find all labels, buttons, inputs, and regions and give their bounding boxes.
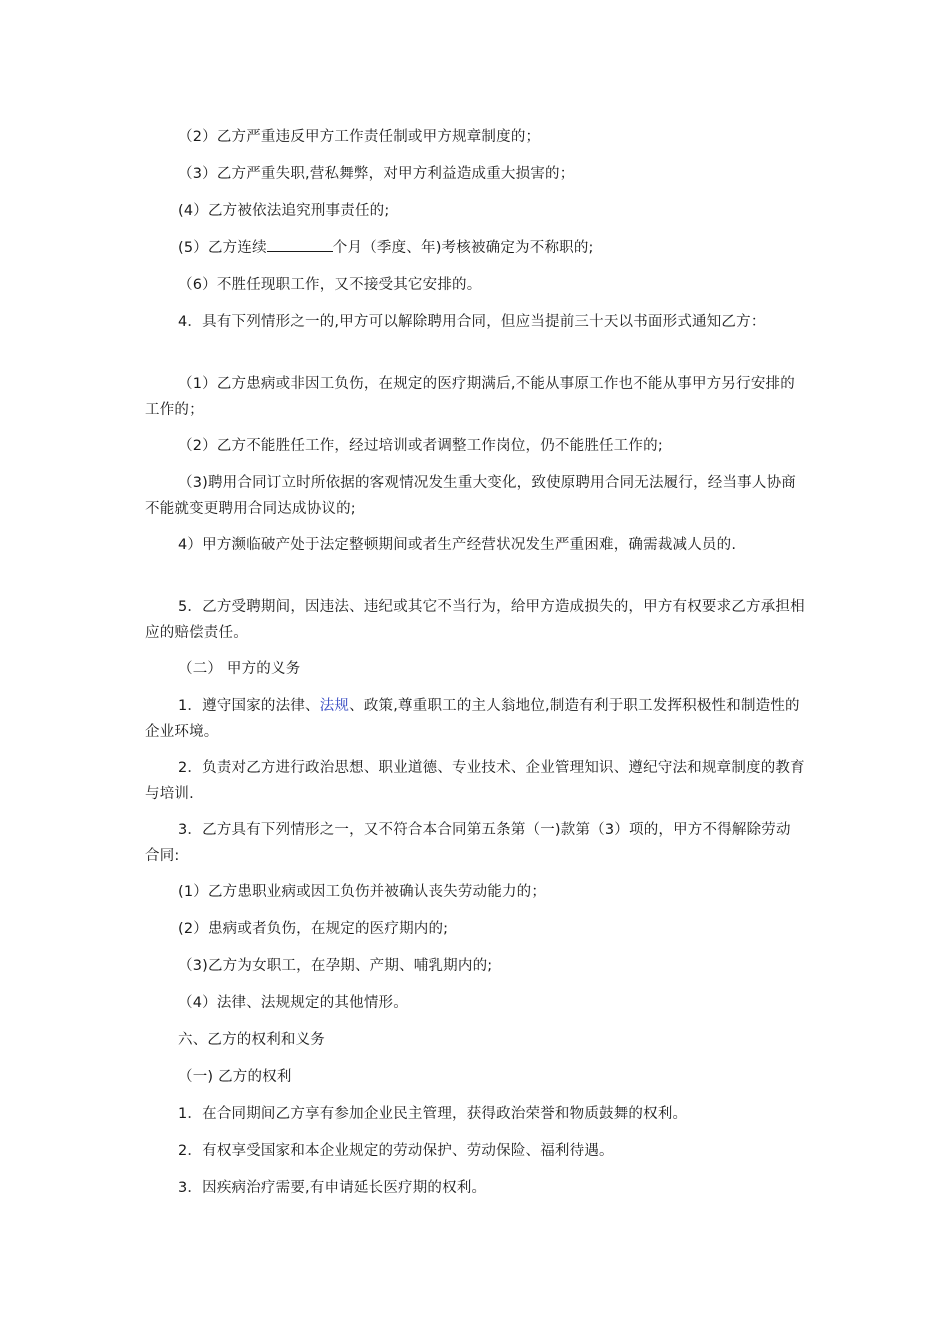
- right-3: 3．因疾病治疗需要,有申请延长医疗期的权利。: [178, 1180, 487, 1196]
- clause-4-item-1: （1）乙方患病或非因工负伤，在规定的医疗期满后,不能从事原工作也不能从事甲方另行安排的工作的；: [145, 376, 795, 418]
- duty-1-start: 1．遵守国家的法律、: [178, 698, 320, 714]
- clause-item-2: （2）乙方严重违反甲方工作责任制或甲方规章制度的；: [178, 129, 541, 145]
- duty-3-item-1: (1）乙方患职业病或因工负伤并被确认丧失劳动能力的；: [178, 884, 547, 900]
- clause-item-5-end: 个月（季度、年)考核被确定为不称职的;: [332, 240, 594, 256]
- duty-2: 2．负责对乙方进行政治思想、职业道德、专业技术、企业管理知识、遵纪守法和规章制度的教育与培训.: [145, 760, 805, 802]
- clause-item-6: （6）不胜任现职工作，又不接受其它安排的。: [178, 277, 482, 293]
- duty-1-end: 、政策,尊重职工的主人翁地位,制造有利于职工发挥积极性和制造性的企业环境。: [145, 698, 800, 740]
- duty-3-item-4: （4）法律、法规规定的其他情形。: [178, 995, 408, 1011]
- clause-item-4: (4）乙方被依法追究刑事责任的;: [178, 203, 390, 219]
- duty-3-item-2: (2）患病或者负伤，在规定的医疗期内的;: [178, 921, 449, 937]
- duty-3-item-3: （3)乙方为女职工，在孕期、产期、哺乳期内的;: [178, 958, 493, 974]
- clause-4: 4．具有下列情形之一的,甲方可以解除聘用合同，但应当提前三十天以书面形式通知乙方：: [178, 314, 766, 330]
- subsection-heading-employee-rights: （一) 乙方的权利: [178, 1069, 292, 1085]
- clause-item-5: [178, 235, 838, 261]
- regulations-link[interactable]: 法规: [319, 698, 350, 714]
- duty-3: 3．乙方具有下列情形之一，又不符合本合同第五条第（一)款第（3）项的，甲方不得解除劳动合同:: [145, 822, 791, 864]
- section-heading-six: 六、乙方的权利和义务: [178, 1032, 325, 1048]
- clause-item-3: （3）乙方严重失职,营私舞弊，对甲方利益造成重大损害的；: [178, 166, 575, 182]
- right-1: 1．在合同期间乙方享有参加企业民主管理，获得政治荣誉和物质鼓舞的权利。: [178, 1106, 688, 1122]
- right-2: 2．有权享受国家和本企业规定的劳动保护、劳动保险、福利待遇。: [178, 1143, 614, 1159]
- section-heading-employer-duties: （二） 甲方的义务: [178, 661, 301, 677]
- clause-4-item-2: （2）乙方不能胜任工作，经过培训或者调整工作岗位，仍不能胜任工作的;: [178, 438, 663, 454]
- clause-item-5-start: (5）乙方连续: [178, 240, 267, 256]
- fill-in-blank: [267, 235, 333, 252]
- clause-5: 5．乙方受聘期间，因违法、违纪或其它不当行为，给甲方造成损失的，甲方有权要求乙方承担相应的赔偿责任。: [145, 599, 805, 641]
- duty-1: [145, 693, 805, 745]
- clause-4-item-3: （3)聘用合同订立时所依据的客观情况发生重大变化，致使原聘用合同无法履行，经当事人协商不能就变更聘用合同达成协议的;: [145, 475, 796, 517]
- clause-4-item-4: 4）甲方濒临破产处于法定整顿期间或者生产经营状况发生严重困难，确需裁减人员的.: [178, 537, 737, 553]
